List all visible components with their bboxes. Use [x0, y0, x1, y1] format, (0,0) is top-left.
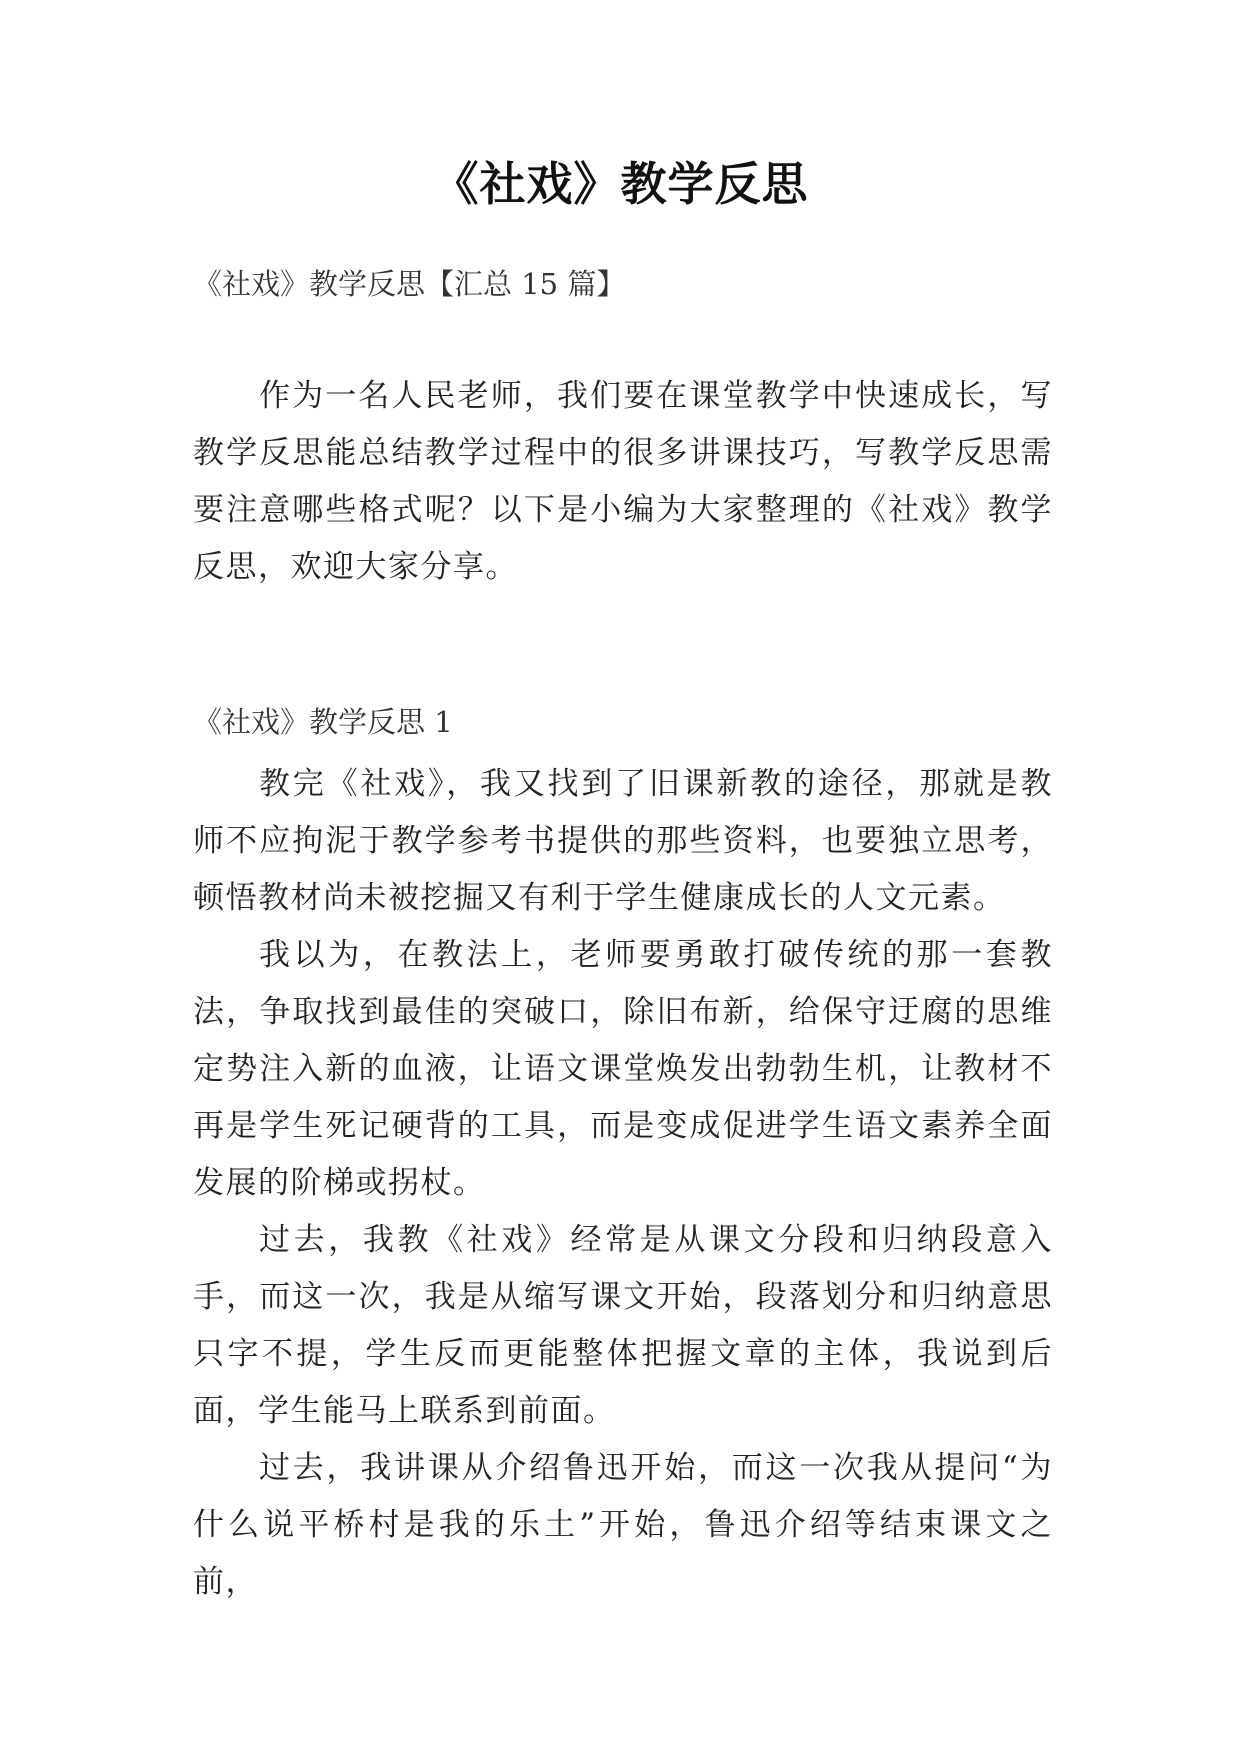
body-paragraph: 我以为，在教法上，老师要勇敢打破传统的那一套教法，争取找到最佳的突破口，除旧布新，给保守迂腐的思维定势注入新的血液，让语文课堂焕发出勃勃生机，让教材不再是学生死记硬背的工具，而是变成促进学生语文素养全面发展的阶梯或拐杖。	[193, 937, 1053, 1201]
document-subtitle: 《社戏》教学反思【汇总 15 篇】	[193, 267, 626, 301]
section-heading: 《社戏》教学反思 1	[193, 705, 453, 739]
intro-block	[193, 368, 1053, 596]
body-paragraph: 过去，我教《社戏》经常是从课文分段和归纳段意入手，而这一次，我是从缩写课文开始，段落划分和归纳意思只字不提，学生反而更能整体把握文章的主体，我说到后面，学生能马上联系到前面。	[193, 1222, 1053, 1429]
page-title: 《社戏》教学反思	[432, 157, 809, 211]
section-body	[193, 756, 1053, 1611]
body-paragraph: 过去，我讲课从介绍鲁迅开始，而这一次我从提问“为什么说平桥村是我的乐土”开始，鲁迅介绍等结束课文之前，	[193, 1450, 1053, 1600]
intro-paragraph: 作为一名人民老师，我们要在课堂教学中快速成长，写教学反思能总结教学过程中的很多讲课技巧，写教学反思需要注意哪些格式呢？以下是小编为大家整理的《社戏》教学反思，欢迎大家分享。	[193, 378, 1053, 585]
body-paragraph: 教完《社戏》，我又找到了旧课新教的途径，那就是教师不应拘泥于教学参考书提供的那些资料，也要独立思考，顿悟教材尚未被挖掘又有利于学生健康成长的人文元素。	[193, 766, 1053, 916]
